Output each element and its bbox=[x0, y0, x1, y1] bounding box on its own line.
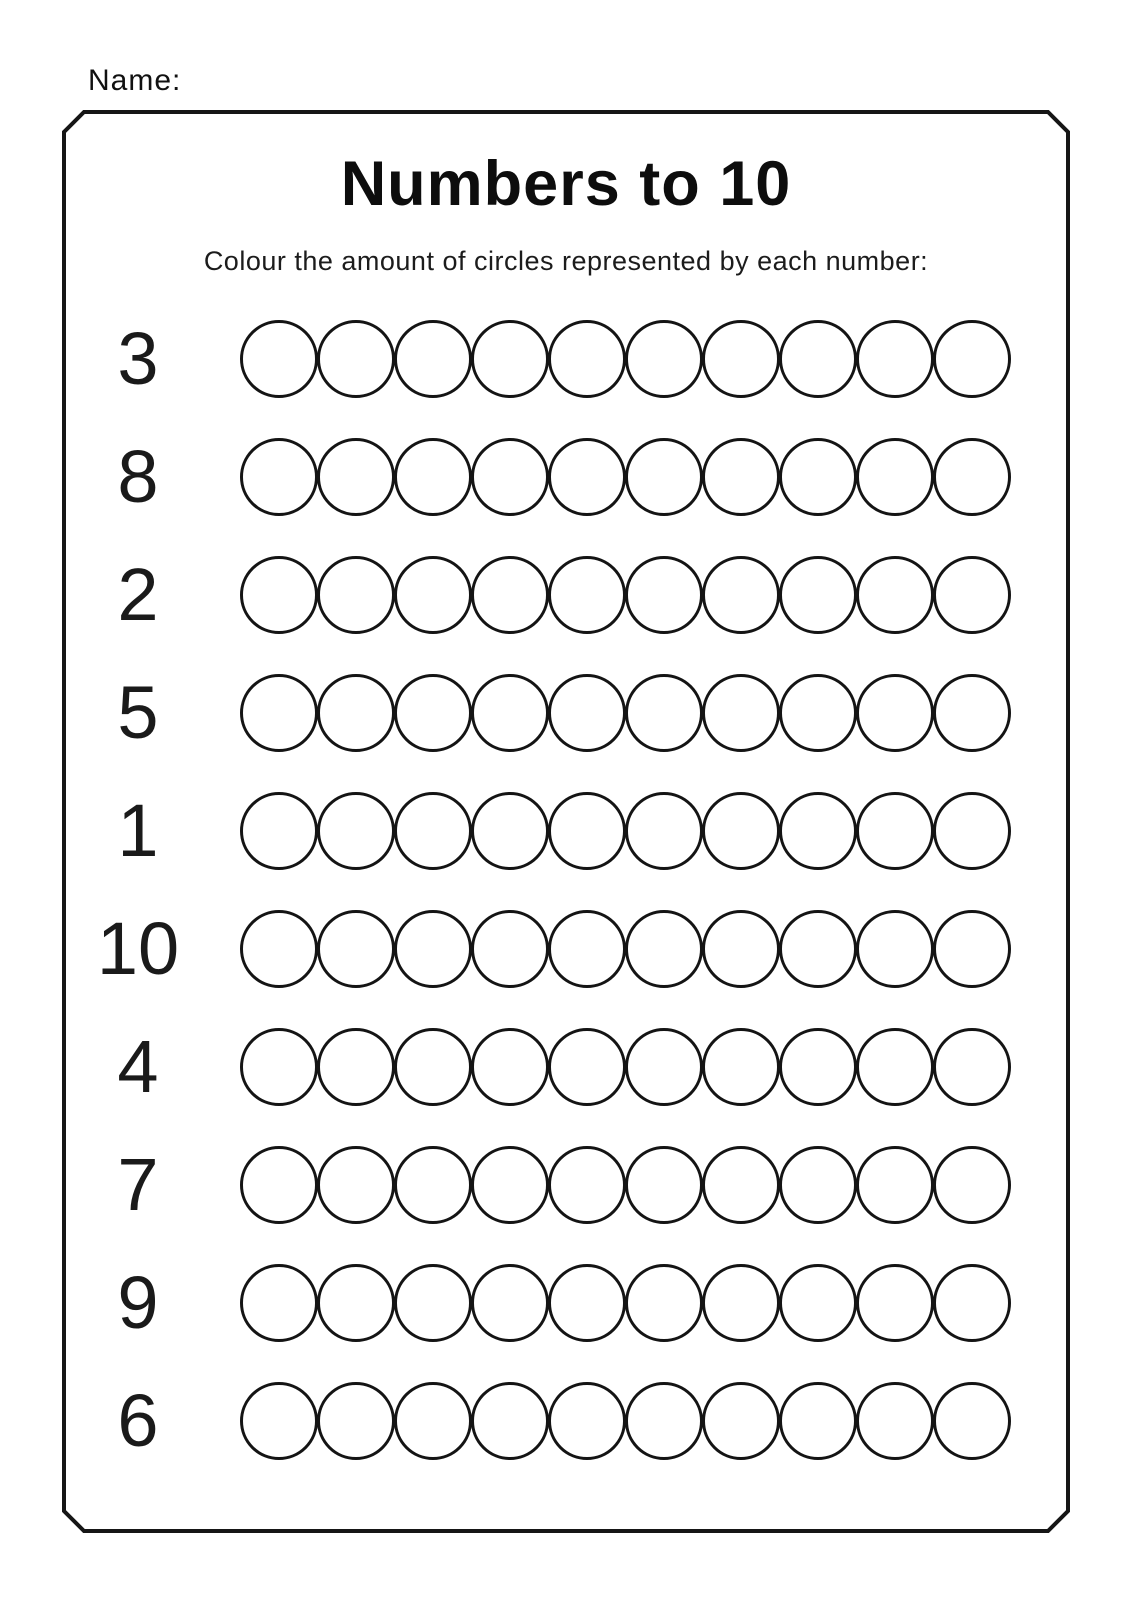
colour-circle[interactable] bbox=[702, 792, 780, 870]
colour-circle[interactable] bbox=[548, 1028, 626, 1106]
colour-circle[interactable] bbox=[702, 1028, 780, 1106]
colour-circle[interactable] bbox=[240, 1028, 318, 1106]
circles-group bbox=[240, 674, 1010, 752]
colour-circle[interactable] bbox=[702, 320, 780, 398]
row-number-label: 3 bbox=[117, 317, 159, 400]
colour-circle[interactable] bbox=[471, 1264, 549, 1342]
colour-circle[interactable] bbox=[394, 320, 472, 398]
colour-circle[interactable] bbox=[471, 1146, 549, 1224]
colour-circle[interactable] bbox=[933, 1382, 1011, 1460]
colour-circle[interactable] bbox=[702, 438, 780, 516]
colour-circle[interactable] bbox=[779, 674, 857, 752]
colour-circle[interactable] bbox=[240, 1382, 318, 1460]
colour-circle[interactable] bbox=[933, 1028, 1011, 1106]
colour-circle[interactable] bbox=[240, 792, 318, 870]
row-number-label: 1 bbox=[117, 789, 159, 872]
number-row bbox=[64, 1244, 1068, 1362]
colour-circle[interactable] bbox=[779, 1382, 857, 1460]
colour-circle[interactable] bbox=[933, 556, 1011, 634]
colour-circle[interactable] bbox=[856, 674, 934, 752]
circles-group bbox=[240, 438, 1010, 516]
colour-circle[interactable] bbox=[548, 556, 626, 634]
colour-circle[interactable] bbox=[548, 1264, 626, 1342]
number-row bbox=[64, 300, 1068, 418]
colour-circle[interactable] bbox=[548, 910, 626, 988]
colour-circle[interactable] bbox=[625, 556, 703, 634]
colour-circle[interactable] bbox=[779, 438, 857, 516]
circles-group bbox=[240, 1028, 1010, 1106]
colour-circle[interactable] bbox=[317, 556, 395, 634]
colour-circle[interactable] bbox=[702, 556, 780, 634]
colour-circle[interactable] bbox=[471, 674, 549, 752]
colour-circle[interactable] bbox=[625, 438, 703, 516]
row-number-label: 9 bbox=[117, 1261, 159, 1344]
colour-circle[interactable] bbox=[548, 1146, 626, 1224]
circles-group bbox=[240, 1264, 1010, 1342]
row-number-label: 8 bbox=[117, 435, 159, 518]
colour-circle[interactable] bbox=[779, 1264, 857, 1342]
number-row bbox=[64, 1126, 1068, 1244]
number-row bbox=[64, 772, 1068, 890]
number-row bbox=[64, 654, 1068, 772]
number-row bbox=[64, 418, 1068, 536]
colour-circle[interactable] bbox=[394, 438, 472, 516]
colour-circle[interactable] bbox=[625, 1028, 703, 1106]
colour-circle[interactable] bbox=[856, 910, 934, 988]
colour-circle[interactable] bbox=[856, 556, 934, 634]
colour-circle[interactable] bbox=[702, 1146, 780, 1224]
colour-circle[interactable] bbox=[394, 556, 472, 634]
colour-circle[interactable] bbox=[394, 792, 472, 870]
colour-circle[interactable] bbox=[240, 674, 318, 752]
colour-circle[interactable] bbox=[471, 1382, 549, 1460]
colour-circle[interactable] bbox=[856, 320, 934, 398]
colour-circle[interactable] bbox=[317, 320, 395, 398]
colour-circle[interactable] bbox=[240, 556, 318, 634]
colour-circle[interactable] bbox=[548, 674, 626, 752]
colour-circle[interactable] bbox=[240, 1264, 318, 1342]
colour-circle[interactable] bbox=[779, 556, 857, 634]
colour-circle[interactable] bbox=[779, 792, 857, 870]
colour-circle[interactable] bbox=[933, 438, 1011, 516]
colour-circle[interactable] bbox=[240, 910, 318, 988]
colour-circle[interactable] bbox=[933, 1146, 1011, 1224]
colour-circle[interactable] bbox=[933, 792, 1011, 870]
colour-circle[interactable] bbox=[471, 910, 549, 988]
colour-circle[interactable] bbox=[471, 320, 549, 398]
colour-circle[interactable] bbox=[625, 320, 703, 398]
colour-circle[interactable] bbox=[240, 320, 318, 398]
colour-circle[interactable] bbox=[317, 1028, 395, 1106]
circles-group bbox=[240, 792, 1010, 870]
row-number-label: 10 bbox=[96, 907, 180, 990]
colour-circle[interactable] bbox=[856, 438, 934, 516]
circles-group bbox=[240, 910, 1010, 988]
colour-circle[interactable] bbox=[856, 1382, 934, 1460]
colour-circle[interactable] bbox=[240, 1146, 318, 1224]
colour-circle[interactable] bbox=[471, 438, 549, 516]
colour-circle[interactable] bbox=[625, 792, 703, 870]
colour-circle[interactable] bbox=[856, 1146, 934, 1224]
colour-circle[interactable] bbox=[856, 1028, 934, 1106]
number-row bbox=[64, 890, 1068, 1008]
colour-circle[interactable] bbox=[625, 1264, 703, 1342]
colour-circle[interactable] bbox=[240, 438, 318, 516]
colour-circle[interactable] bbox=[625, 674, 703, 752]
colour-circle[interactable] bbox=[394, 674, 472, 752]
colour-circle[interactable] bbox=[625, 1146, 703, 1224]
colour-circle[interactable] bbox=[471, 1028, 549, 1106]
rows-container bbox=[64, 300, 1068, 1480]
colour-circle[interactable] bbox=[471, 792, 549, 870]
colour-circle[interactable] bbox=[856, 1264, 934, 1342]
worksheet-title: Numbers to 10 bbox=[340, 149, 792, 219]
row-number-label: 7 bbox=[117, 1143, 159, 1226]
colour-circle[interactable] bbox=[933, 1264, 1011, 1342]
row-number-label: 6 bbox=[117, 1379, 159, 1462]
circles-group bbox=[240, 1382, 1010, 1460]
colour-circle[interactable] bbox=[317, 792, 395, 870]
colour-circle[interactable] bbox=[779, 1146, 857, 1224]
colour-circle[interactable] bbox=[933, 674, 1011, 752]
colour-circle[interactable] bbox=[856, 792, 934, 870]
colour-circle[interactable] bbox=[702, 1264, 780, 1342]
name-label: Name: bbox=[88, 64, 182, 97]
colour-circle[interactable] bbox=[317, 438, 395, 516]
row-number-label: 4 bbox=[117, 1025, 159, 1108]
row-number-label: 5 bbox=[117, 671, 159, 754]
colour-circle[interactable] bbox=[394, 1264, 472, 1342]
colour-circle[interactable] bbox=[317, 910, 395, 988]
colour-circle[interactable] bbox=[548, 320, 626, 398]
colour-circle[interactable] bbox=[548, 1382, 626, 1460]
colour-circle[interactable] bbox=[394, 910, 472, 988]
colour-circle[interactable] bbox=[779, 910, 857, 988]
circles-group bbox=[240, 1146, 1010, 1224]
colour-circle[interactable] bbox=[548, 438, 626, 516]
circles-group bbox=[240, 556, 1010, 634]
colour-circle[interactable] bbox=[933, 320, 1011, 398]
colour-circle[interactable] bbox=[394, 1028, 472, 1106]
colour-circle[interactable] bbox=[933, 910, 1011, 988]
colour-circle[interactable] bbox=[779, 320, 857, 398]
number-row bbox=[64, 1362, 1068, 1480]
worksheet-instruction: Colour the amount of circles represented by each number: bbox=[203, 246, 929, 276]
colour-circle[interactable] bbox=[317, 1264, 395, 1342]
colour-circle[interactable] bbox=[394, 1382, 472, 1460]
colour-circle[interactable] bbox=[317, 1382, 395, 1460]
colour-circle[interactable] bbox=[702, 674, 780, 752]
number-row bbox=[64, 536, 1068, 654]
colour-circle[interactable] bbox=[548, 792, 626, 870]
number-row bbox=[64, 1008, 1068, 1126]
circles-group bbox=[240, 320, 1010, 398]
colour-circle[interactable] bbox=[625, 910, 703, 988]
row-number-label: 2 bbox=[117, 553, 159, 636]
colour-circle[interactable] bbox=[702, 1382, 780, 1460]
colour-circle[interactable] bbox=[317, 1146, 395, 1224]
colour-circle[interactable] bbox=[394, 1146, 472, 1224]
colour-circle[interactable] bbox=[625, 1382, 703, 1460]
colour-circle[interactable] bbox=[779, 1028, 857, 1106]
colour-circle[interactable] bbox=[702, 910, 780, 988]
colour-circle[interactable] bbox=[471, 556, 549, 634]
colour-circle[interactable] bbox=[317, 674, 395, 752]
